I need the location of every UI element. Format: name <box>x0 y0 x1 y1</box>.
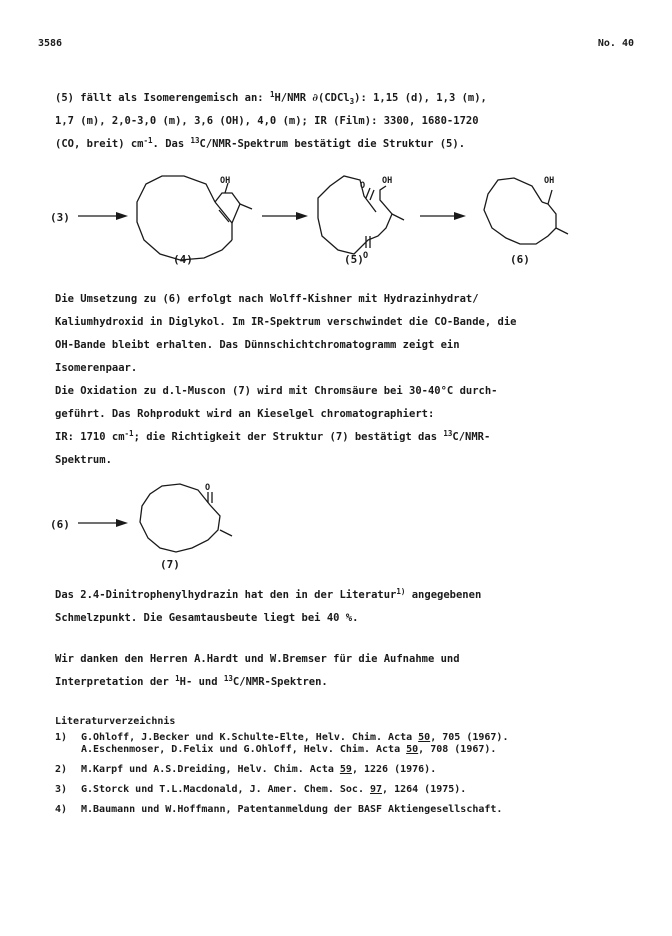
journal-issue: No. 40 <box>597 38 634 49</box>
text-line: (CO, breit) $cm^{-1}$. Das $^{13}$C/NMR-Spektrum bestätigt die Struktur (5). <box>55 136 466 150</box>
page-number: 3586 <box>38 38 63 49</box>
references-heading: Literaturverzeichnis <box>55 716 176 727</box>
reference-item: 3) G.Storck und T.L.Macdonald, J. Amer. Chem. Soc. 97, 1264 (1975). <box>55 784 467 795</box>
text-line: Schmelzpunkt. Die Gesamtausbeute liegt bei 40 %. <box>55 612 359 624</box>
text-line: geführt. Das Rohprodukt wird an Kieselgel chromatographiert: <box>55 408 435 420</box>
text-line: OH-Bande bleibt erhalten. Das Dünnschichtchromatogramm zeigt ein <box>55 339 460 351</box>
text-line: Wir danken den Herren A.Hardt und W.Bremser für die Aufnahme und <box>55 653 460 665</box>
reference-item: 2) M.Karpf und A.S.Dreiding, Helv. Chim. Acta 59, 1226 (1976). <box>55 764 437 775</box>
compound-3-label: (3) <box>50 211 70 224</box>
text-line: Isomerenpaar. <box>55 362 138 374</box>
paragraph-yield <box>55 584 640 630</box>
reference-item: 4) M.Baumann und W.Hoffmann, Patentanmeldung der BASF Aktiengesellschaft. <box>55 804 503 815</box>
compound-4-label: (4) <box>173 253 193 266</box>
paragraph-acknowledgements <box>55 648 640 694</box>
delta-symbol: ∂ <box>312 92 318 104</box>
compound-6-start-label: (6) <box>50 518 70 531</box>
text-line: (5) fällt als Isomerengemisch an: $^1$H/NMR ∂(CDCl$_3$): 1,15 (d), 1,3 (m), <box>55 90 487 107</box>
text-line: 1,7 (m), 2,0-3,0 (m), 3,6 (OH), 4,0 (m); IR (Film): 3300, 1680-1720 <box>55 115 479 127</box>
hydroxyl-label: OH <box>220 176 231 186</box>
ketone-oxygen-label: O <box>205 483 211 493</box>
text-line: Die Umsetzung zu (6) erfolgt nach Wolff-Kishner mit Hydrazinhydrat/ <box>55 293 479 305</box>
text-line: Das 2.4-Dinitrophenylhydrazin hat den in der Literatur$^{1)}$ angegebenen <box>55 587 482 601</box>
reaction-arrow <box>78 519 128 527</box>
ketone-oxygen-label: O <box>360 181 366 191</box>
text-line: Spektrum. <box>55 454 112 466</box>
ketone-oxygen-label: O <box>363 251 369 261</box>
hydroxyl-label: OH <box>382 176 393 186</box>
compound-7-label: (7) <box>160 558 180 571</box>
compound-5-label: (5) <box>344 253 364 266</box>
text-line: IR: 1710 $cm^{-1}$; die Richtigkeit der Struktur (7) bestätigt das $^{13}$C/NMR- <box>55 429 491 443</box>
structure-compound-7 <box>140 483 232 552</box>
text-line: Kaliumhydroxid in Diglykol. Im IR-Spektrum verschwindet die CO-Bande, die <box>55 316 517 328</box>
reference-item: 1) G.Ohloff, J.Becker und K.Schulte-Elte, Helv. Chim. Acta 50, 705 (1967). A.Eschenmoser, D.Felix und G.Ohloff, Helv. Chim. Acta 50, 708 (1967). <box>55 732 509 755</box>
text-line: Interpretation der $^1$H- und $^{13}$C/NMR-Spektren. <box>55 674 328 688</box>
hydroxyl-label: OH <box>544 176 555 186</box>
compound-6-label: (6) <box>510 253 530 266</box>
reference-list <box>55 712 655 824</box>
text-line: Die Oxidation zu d.l-Muscon (7) wird mit Chromsäure bei 30-40°C durch- <box>55 385 498 397</box>
